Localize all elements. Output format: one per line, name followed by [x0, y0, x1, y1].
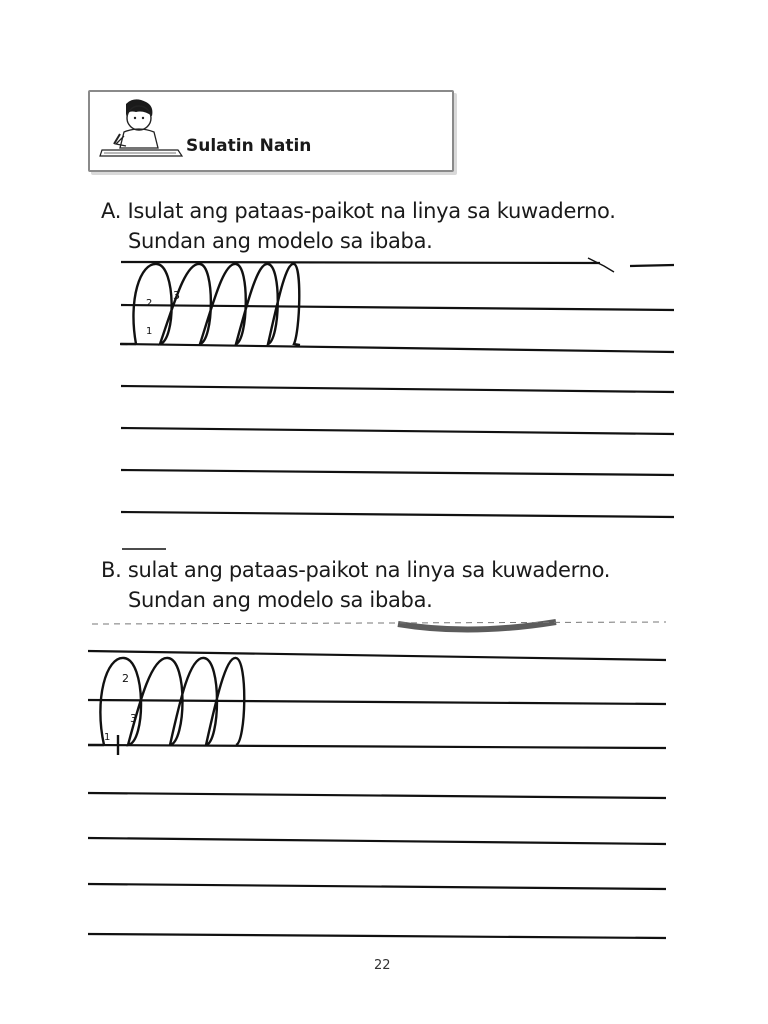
stroke-label: 2 — [146, 298, 153, 309]
ruled-line — [121, 344, 674, 352]
ruled-line — [121, 470, 674, 475]
instruction-a-line2: Sundan ang modelo sa ibaba. — [128, 229, 433, 253]
ruled-line — [88, 838, 666, 844]
stroke-label: 2 — [122, 672, 129, 685]
ruled-lines-b — [88, 651, 666, 938]
stroke-label: 1 — [146, 326, 153, 337]
instruction-b-line1: B. sulat ang pataas-paikot na linya sa kuwaderno. — [101, 558, 611, 582]
stroke-label: 1 — [104, 732, 111, 743]
ruled-line — [88, 934, 666, 938]
ruled-line — [88, 884, 666, 889]
ruled-line — [88, 793, 666, 798]
stroke-label: 3 — [173, 289, 180, 302]
section-title: Sulatin Natin — [186, 136, 312, 156]
ruled-line — [121, 428, 674, 434]
page-number: 22 — [374, 958, 391, 973]
ruled-lines-a — [121, 262, 674, 517]
ruled-line — [88, 700, 666, 704]
loop-model-b — [88, 658, 244, 755]
ruled-line — [121, 512, 674, 517]
instruction-b-line2: Sundan ang modelo sa ibaba. — [128, 588, 433, 612]
instruction-a-line1: A. Isulat ang pataas-paikot na linya sa kuwaderno. — [101, 199, 616, 223]
ruled-line — [88, 745, 666, 748]
ruled-line — [88, 651, 666, 660]
ruled-line — [121, 305, 674, 310]
stroke-label: 3 — [130, 712, 137, 725]
ruled-line — [121, 386, 674, 392]
